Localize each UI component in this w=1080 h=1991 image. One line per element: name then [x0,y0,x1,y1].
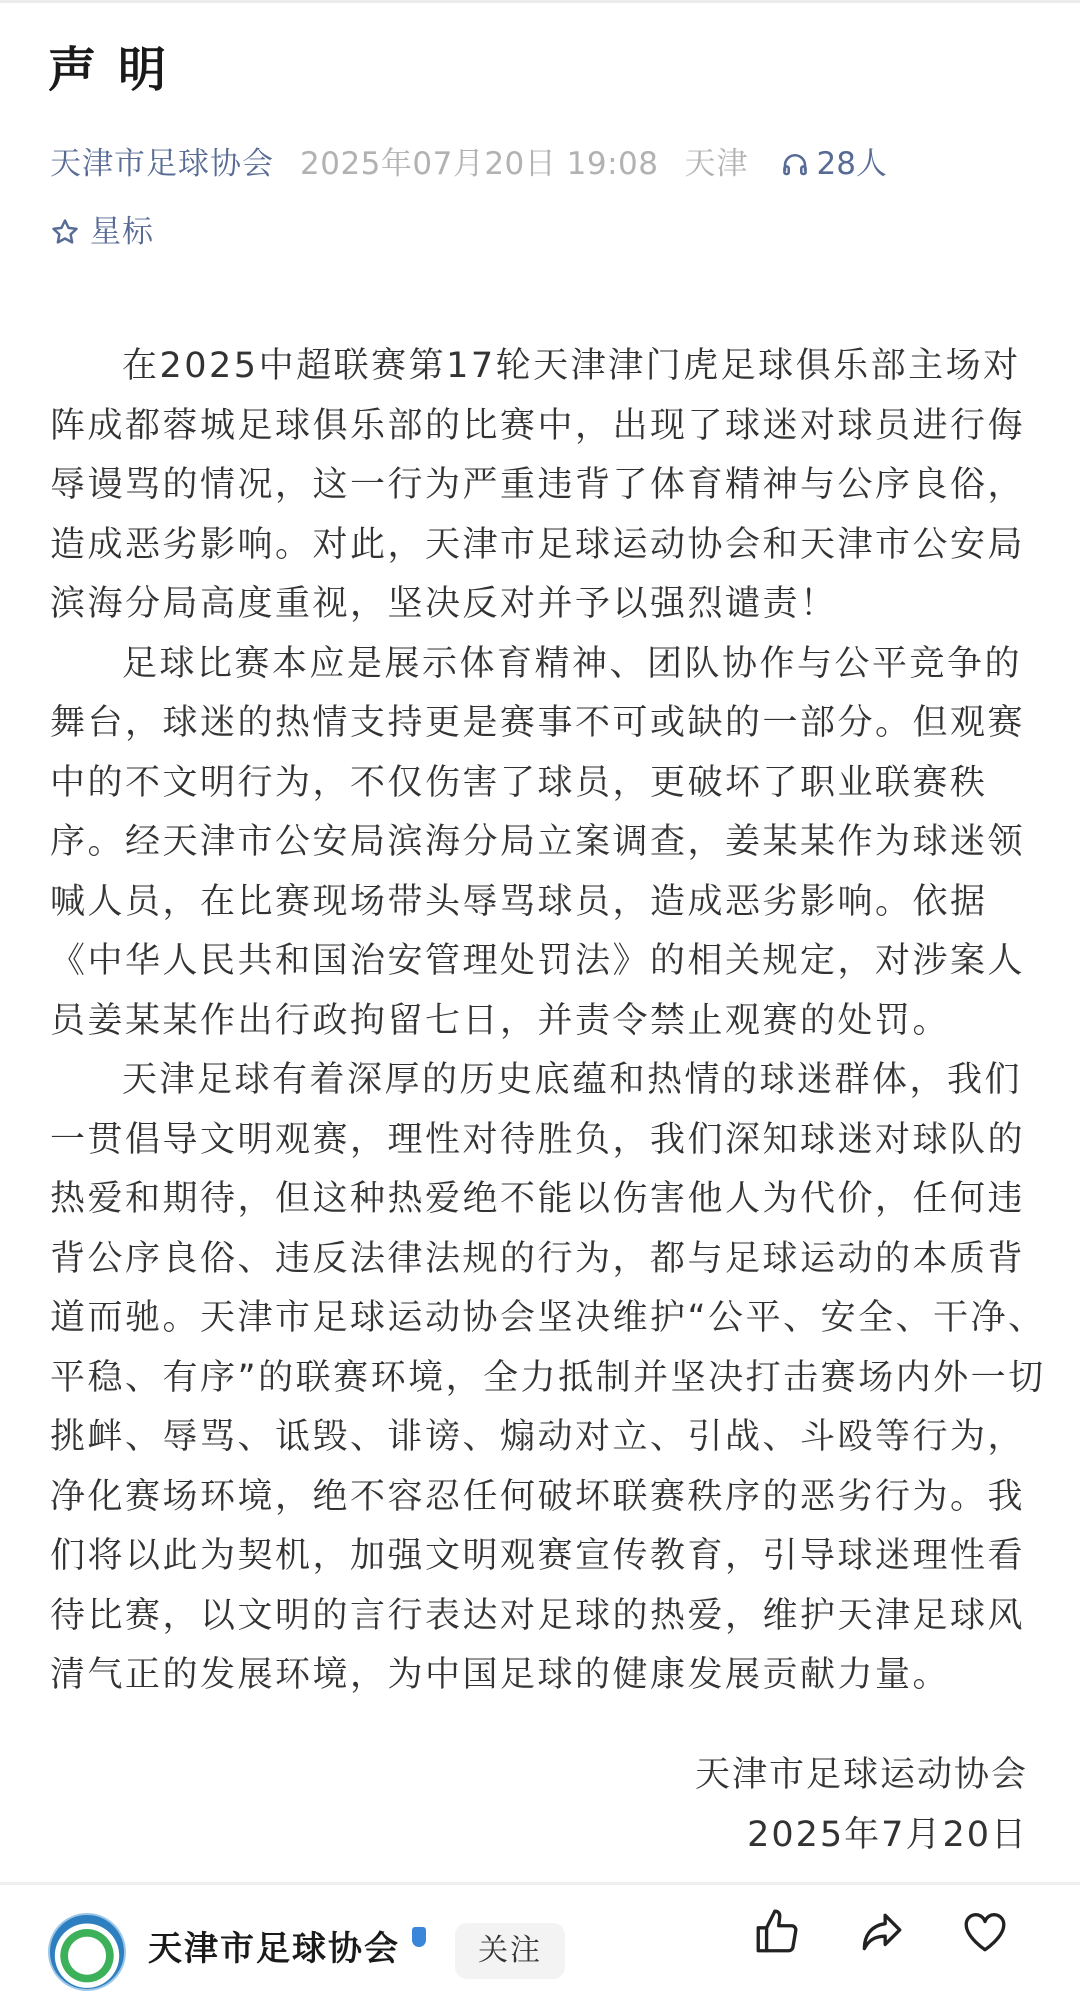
text-line: 在2025中超联赛第17轮天津津门虎足球俱乐部主场对 [122,346,1021,386]
text-line: 舞台，球迷的热情支持更是赛事不可或缺的一部分。但观赛 [50,703,1026,743]
text-line: 序。经天津市公安局滨海分局立案调查，姜某某作为球迷领 [50,822,1026,862]
text-line: 阵成都蓉城足球俱乐部的比赛中，出现了球迷对球员进行侮 [50,405,1026,446]
text-line: 员姜某某作出行政拘留七日，并责令禁止观赛的处罚。 [50,1000,951,1041]
text-line: 热爱和期待，但这种热爱绝不能以伤害他人为代价，任何违 [50,1179,1026,1219]
text-line: 喊人员，在比赛现场带头辱骂球员，造成恶劣影响。依据 [50,881,988,922]
star-label: 星标 [90,214,154,250]
star-outline-icon [50,217,80,247]
text-line: 道而驰。天津市足球运动协会坚决维护“公平、安全、干净、 [50,1298,1046,1338]
text-line: 们将以此为契机，加强文明观赛宣传教育，引导球迷理性看 [50,1536,1026,1576]
listen-button[interactable] [780,142,886,186]
follow-button[interactable]: 关注 [455,1923,565,1979]
text-line: 造成恶劣影响。对此，天津市足球运动协会和天津市公安局 [50,524,1026,565]
headphones-icon [780,149,810,179]
account-avatar[interactable] [48,1913,126,1991]
signature-date: 2025年7月20日 [747,1815,1028,1855]
signature-block [695,1745,1028,1865]
text-line: 一贯倡导文明观赛，理性对待胜负，我们深知球迷对球队的 [50,1119,1026,1160]
bottom-bar [0,1885,1080,1969]
paragraph-3 [50,1051,1046,1706]
article-meta [50,142,887,186]
publish-date: 2025年07月20日 19:08 [300,146,659,182]
publish-location: 天津 [684,146,749,182]
text-line: 背公序良俗、违反法律法规的行为，都与足球运动的本质背 [50,1238,1026,1279]
paragraph-1 [50,337,1040,635]
article-title: 声明 [48,42,189,98]
thumbs-up-icon[interactable] [752,1907,802,1957]
star-button[interactable] [50,210,154,254]
text-line: 净化赛场环境，绝不容忍任何破坏联赛秩序的恶劣行为。我 [50,1476,1026,1517]
text-line: 挑衅、辱骂、诋毁、诽谤、煽动对立、引战、斗殴等行为， [50,1417,1026,1457]
text-line: 天津足球有着深厚的历史底蕴和热情的球迷群体，我们 [122,1060,1023,1100]
share-icon[interactable] [856,1907,906,1957]
signature-org: 天津市足球运动协会 [694,1755,1028,1795]
text-line: 辱谩骂的情况，这一行为严重违背了体育精神与公序良俗， [50,465,1026,505]
paragraph-2 [50,635,1040,1052]
text-line: 滨海分局高度重视，坚决反对并予以强烈谴责！ [50,584,838,624]
listen-count: 28人 [816,146,887,182]
author-link[interactable]: 天津市足球协会 [50,146,274,182]
article-body [50,337,1046,1706]
verified-badge-icon [412,1927,426,1947]
text-line: 清气正的发展环境，为中国足球的健康发展贡献力量。 [50,1655,951,1695]
text-line: 足球比赛本应是展示体育精神、团队协作与公平竞争的 [122,643,1023,684]
text-line: 待比赛，以文明的言行表达对足球的热爱，维护天津足球风 [50,1595,1026,1636]
text-line: 平稳、有序”的联赛环境，全力抵制并坚决打击赛场内外一切 [50,1357,1046,1398]
top-divider [0,0,1080,3]
text-line: 《中华人民共和国治安管理处罚法》的相关规定，对涉案人 [50,941,1026,981]
heart-icon[interactable] [960,1907,1010,1957]
text-line: 中的不文明行为，不仅伤害了球员，更破坏了职业联赛秩 [50,762,988,803]
account-name[interactable]: 天津市足球协会 [148,1929,400,1969]
